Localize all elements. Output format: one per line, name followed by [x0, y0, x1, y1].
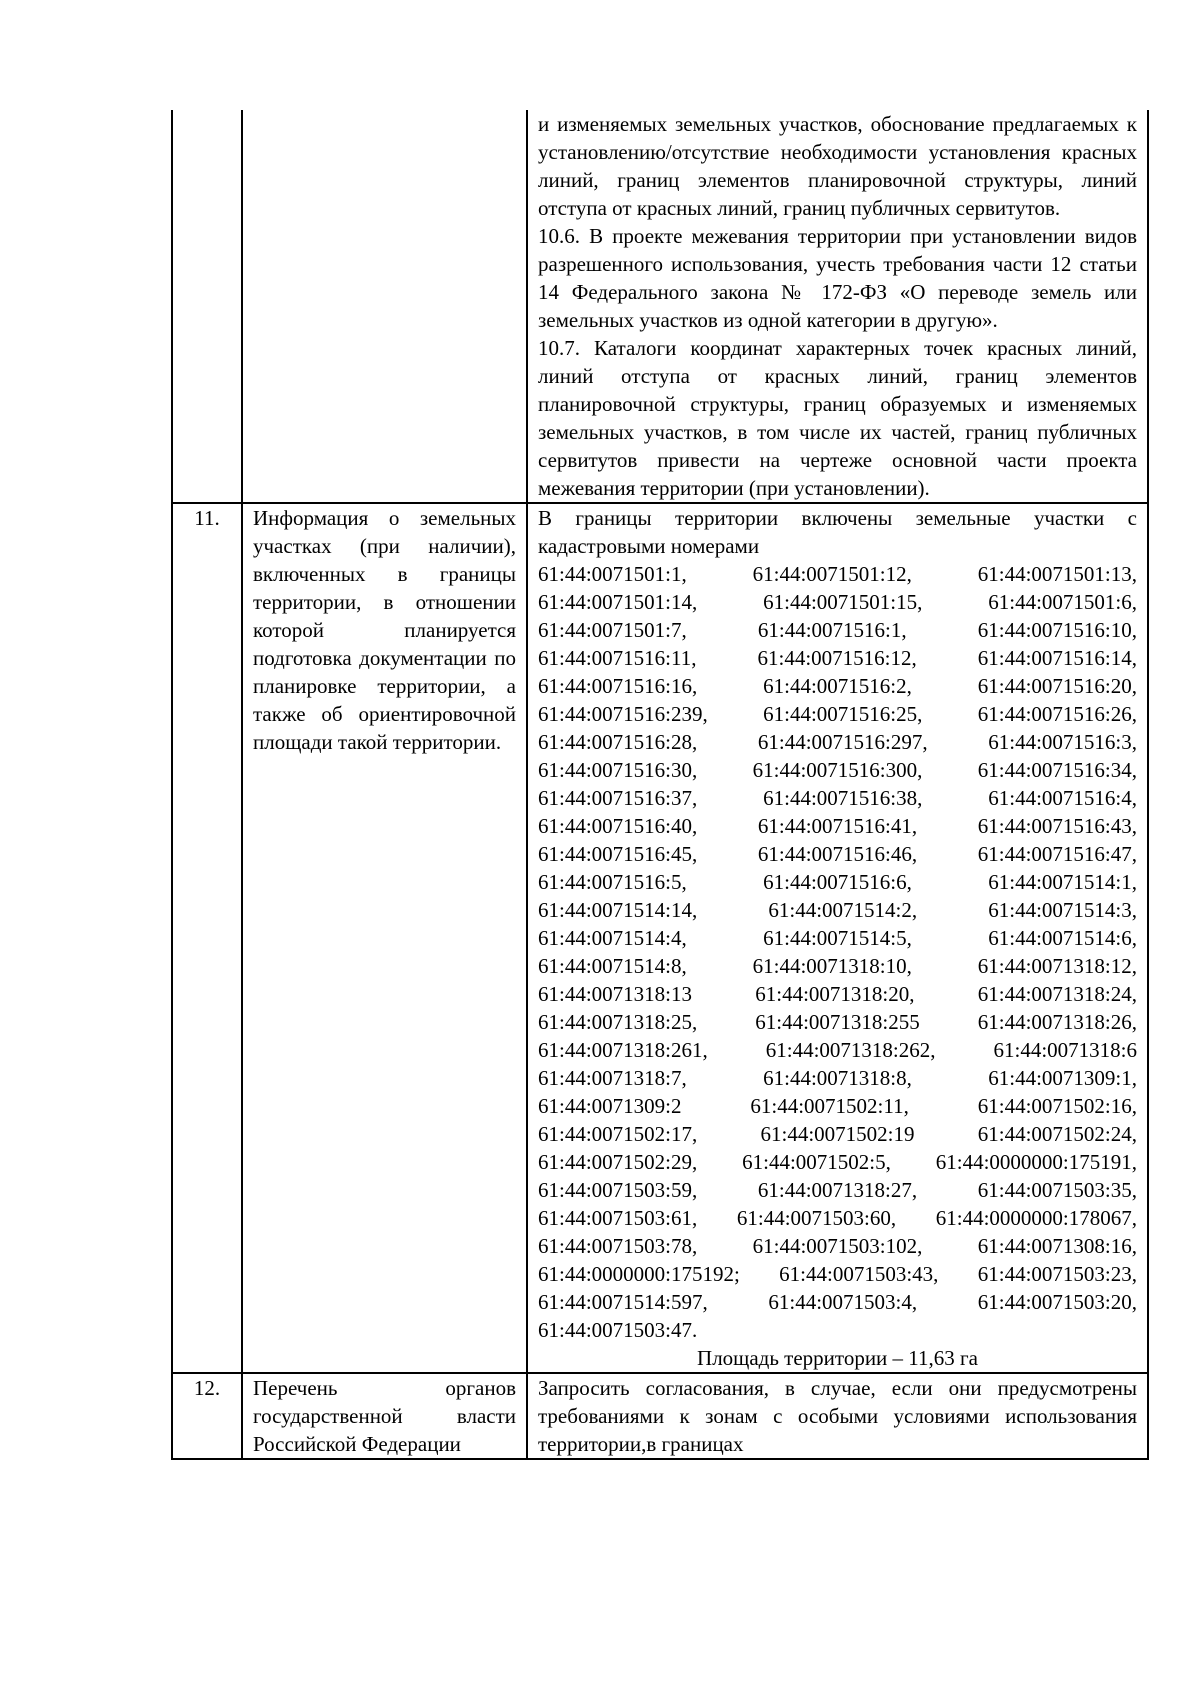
paragraph: 10.7. Каталоги координат характерных точек красных линий, линий отступа от красных линий, границ элементов планировочной структуры, границ образуемых и изменяемых земельных участков, в том числе их частей, границ публичных сервитутов привести на чертеже основной части проекта межевания территории (при установлении). [538, 336, 1137, 500]
row-number [172, 110, 242, 503]
requirements-table [171, 110, 1149, 1460]
paragraph: и изменяемых земельных участков, обоснование предлагаемых к установлению/отсутствие необходимости установления красных линий, границ элементов планировочной структуры, линий отступа от красных линий, границ публичных сервитутов. [538, 112, 1137, 220]
paragraph: В границы территории включены земельные участки с кадастровыми номерами [538, 506, 1137, 558]
row-content [527, 503, 1148, 1373]
cadastral-list: 61:44:0071501:1, 61:44:0071501:12, 61:44:0071501:13, 61:44:0071501:14, 61:44:0071501:15, 61:44:0071501:6, 61:44:0071501:7, 61:44:0071516:1, 61:44:0071516:10, 61:44:0071516:11, 61:44:0071516:12, 61:44:0071516:14, 61:44:0071516:16, 61:44:0071516:2, 61:44:0071516:20, 61:44:0071516:239, 61:44:0071516:25, 61:44:0071516:26, 61:44:0071516:28, 61:44:0071516:297, 61:44:0071516:3, 61:44:0071516:30, 61:44:0071516:300, 61:44:0071516:34, 61:44:0071516:37, 61:44:0071516:38, 61:44:0071516:4, 61:44:0071516:40, 61:44:0071516:41, 61:44:0071516:43, 61:44:0071516:45, 61:44:0071516:46, 61:44:0071516:47, 61:44:0071516:5, 61:44:0071516:6, 61:44:0071514:1, 61:44:0071514:14, 61:44:0071514:2, 61:44:0071514:3, 61:44:0071514:4, 61:44:0071514:5, 61:44:0071514:6, 61:44:0071514:8, 61:44:0071318:10, 61:44:0071318:12, 61:44:0071318:13 61:44:0071318:20, 61:44:0071318:24, 61:44:0071318:25, 61:44:0071318:255 61:44:0071318:26, 61:44:0071318:261, 61:44:0071318:262, 61:44:0071318:6 61:44:0071318:7, 61:44:0071318:8, 61:44:0071309:1, 61:44:0071309:2 61:44:0071502:11, 61:44:0071502:16, 61:44:0071502:17, 61:44:0071502:19 61:44:0071502:24, 61:44:0071502:29, 61:44:0071502:5, 61:44:0000000:175191, 61:44:0071503:59, 61:44:0071318:27, 61:44:0071503:35, 61:44:0071503:61, 61:44:0071503:60, 61:44:0000000:178067, 61:44:0071503:78, 61:44:0071503:102, 61:44:0071308:16, 61:44:0000000:175192; 61:44:0071503:43, 61:44:0071503:23, 61:44:0071514:597, 61:44:0071503:4, 61:44:0071503:20, 61:44:0071503:47. [538, 562, 1137, 1342]
row-number: 12. [172, 1373, 242, 1459]
row-content [527, 1373, 1148, 1459]
table-row [172, 1373, 1148, 1459]
area-line: Площадь территории – 11,63 га [697, 1346, 978, 1370]
paragraph: 10.6. В проекте межевания территории при установлении видов разрешенного использования, учесть требования части 12 статьи 14 Федерального закона № 172-ФЗ «О переводе земель или земельных участков из одной категории в другую». [538, 224, 1137, 332]
row-title: Перечень органов государственной власти Российской Федерации [242, 1373, 527, 1459]
table-row [172, 503, 1148, 1373]
table-row [172, 110, 1148, 503]
paragraph: Запросить согласования, в случае, если они предусмотрены требованиями к зонам с особыми условиями использования территории,в границах [538, 1376, 1137, 1456]
row-title: Информация о земельных участках (при наличии), включенных в границы территории, в отношении которой планируется подготовка документации по планировке территории, а также об ориентировочной площади такой территории. [242, 503, 527, 1373]
row-title [242, 110, 527, 503]
row-number: 11. [172, 503, 242, 1373]
row-content [527, 110, 1148, 503]
